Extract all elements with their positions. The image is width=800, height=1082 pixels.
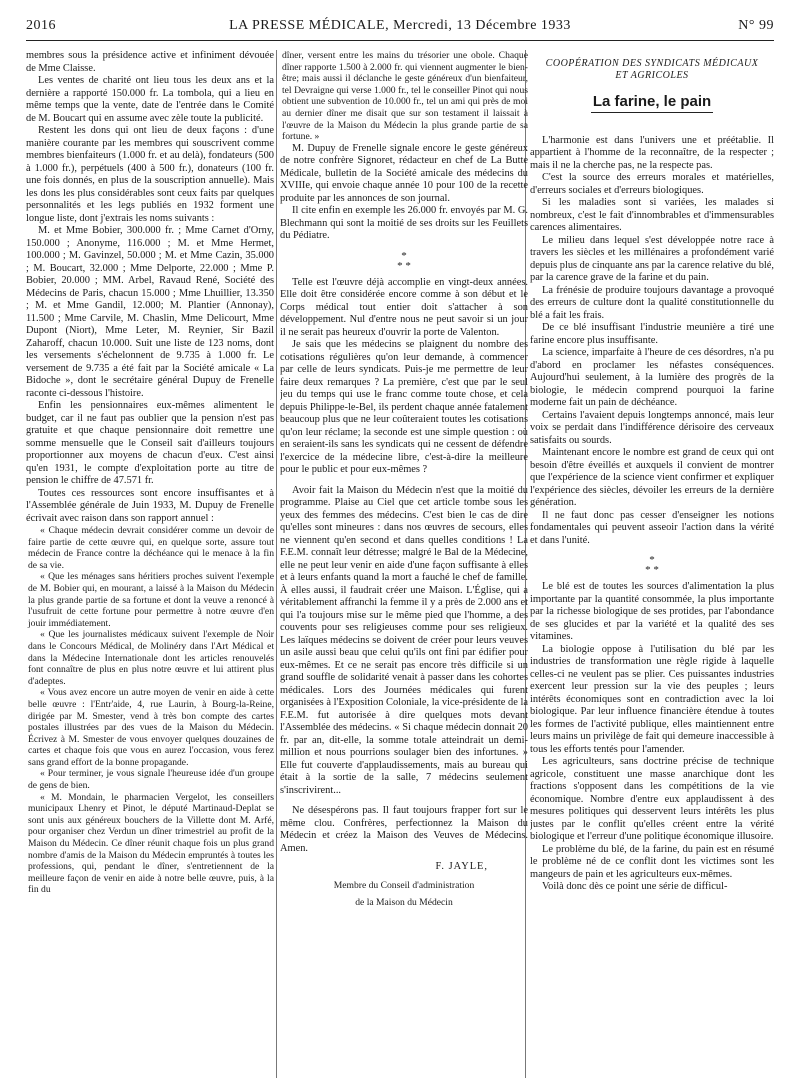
author-role-line-1: Membre du Conseil d'administration [333,879,475,891]
page-number: 2016 [26,18,56,33]
paragraph: Enfin les pensionnaires eux-mêmes alimentent le budget, car il ne faut pas oublier que la pension n'est pas gratuite et que chaque pensionnaire doit remettre une somme mensuelle que le Conseil sait d'ailleurs toujours proportionner aux moyens de chacun d'eux. C'est ainsi qu'en 1931, le compte d'exploitation porte au titre de pension le chiffre de 47.571 fr. [26,400,274,486]
paragraph: « Pour terminer, je vous signale l'heureuse idée d'un groupe de gens de bien. [28,768,274,792]
paragraph: « Vous avez encore un autre moyen de venir en aide à cette belle œuvre : l'Entr'aide, 4, rue Laurin, à Bourg-la-Reine, dirigée par M. Smester, vend à très bon compte des cartes postales illustrées par des vues de la Maison du Médecin. Écrivez à M. Smester de vous envoyer quelques douzaines de cartes et chaque fois que vous en aurez l'occasion, vous ferez sans grand effort de la bonne propagande. [28,687,274,768]
paragraph: La science, imparfaite à l'heure de ces désordres, n'a pu d'abord en proclamer les néfastes conséquences. Aujourd'hui seulement, à la lumière des progrès de la biologie, le médecin comprend pourquoi la farine moderne fait un pain de déchéance. [530,347,774,408]
column-2-part-b [280,277,528,856]
paragraph: Avoir fait la Maison du Médecin n'est que la moitié du programme. Plaise au Ciel que cet article tombe sous les yeux des femmes des médecins. C'est bien le cas de dire qu'elles sont mineures : dans nos œuvres de secours, elles ne viennent qu'en second et dans quelles conditions ! La F.E.M. connaît leur détresse; malgré le Bal de la Médecine, elle ne peut leur venir en aide d'une façon suffisante à elles et à leurs enfants quand la mort a fauché le chef de famille. À elles aussi, il faudrait créer une Maison. L'Église, qui a véritablement affranchi la femme il y a près de 2.000 ans et qui l'a toujours mise sur le même pied que l'homme, a des couvents pour ses religieuses comme pour ses religieux. Les laïques médecins se doivent de créer pour leurs veuves un asile aussi beau que celui qu'ils ont fini par édifier pour eux-mêmes. Et ce ne serait pas encore très difficile si un grand souffle de solidarité venait à passer dans les cohortes médicales. Lors des Journées médicales qui furent organisées à l'Exposition Coloniale, la vice-présidente de la F.E.M. fut autorisée à dire quelques mots devant l'Assemblée des médecins. « Si chaque médecin donnait 20 fr. par an, dit-elle, la somme totale atteindrait un demi-million et nous pourrions soulager bien des infortunes. » Elle fut couverte d'applaudissements, mais au bureau qui était à la sortie de la salle, 7 médecins seulement s'inscrivirent... [280,484,528,796]
paragraph: « M. Mondain, le pharmacien Vergelot, les conseillers municipaux Lhenry et Pinot, le député Martinaud-Deplat se sont unis aux généreux bouchers de la Villette dont M. Arfé, pour organiser chez Verdun un dîner trimestriel au profit de la Maison du Médecin. Ce dîner réunit chaque fois un plus grand nombre d'amis de la Maison du Médecin empruntés à toutes les professions, qui, pendant le dîner, s'entretiennent de la meilleure façon de venir en aide à notre belle œuvre, puis, à la fin du [28,791,274,896]
page-header [26,14,774,41]
paragraph: Le milieu dans lequel s'est développée notre race à travers les siècles et les millénaires a profondément varié depuis plus de cinquante ans par la carence relative du blé, par la carence grave de la farine et du pain. [530,234,774,283]
paragraph: Le blé est de toutes les sources d'alimentation la plus importante par la quantité consommée, la plus importante par la richesse biologique de ses protides, par l'abondance de ses glucides et par la variété et la qualité des ses vitamines. [530,581,774,642]
column-3-part-b [530,581,774,894]
paragraph: M. et Mme Bobier, 300.000 fr. ; Mme Carnet d'Orny, 150.000 ; Anonyme, 116.000 ; M. et Mme Hermet, 100.000 ; M. Gavinzel, 50.000 ; M. et Mme Cazin, 35.000 ; M. Boucart, 32.000 ; Mme Delporte, 22.000 ; Mme P. Bobier, 20.000 ; MM. Arbel, Ravaud René, Société des Médecins de Paris, chacun 15.000 ; Mme Lhuillier, 13.350 ; M. et Mme Gandil, 12.000; M. Plantier (Annonay), 11.500 ; Mme Carvile, M. Chaslin, Mme Delicourt, Mme Dupont (Niort), Mme Leter, M. Reynier, Sir Bazil Zaharoff, chacun 10.000. Suit une liste de 123 noms, dont les versements s'échelonnent de 9.735 à 1.000 fr. Le versement de 9.735 a été fait par la Société amicale « La Bidoche », dont le secrétaire général Dupuy de Frenelle raconte ci-dessous l'histoire. [26,225,274,399]
column-2 [280,50,528,1078]
paragraph: L'harmonie est dans l'univers une et préétablie. Il appartient à l'homme de la reconnaître, de la respecter ; mais il ne la cherche pas, ne la respecte pas. [530,134,774,171]
column-divider [276,50,277,1078]
paragraph: De ce blé insuffisant l'industrie meunière a tiré une farine encore plus insuffisante. [530,322,774,346]
paragraph: M. Dupuy de Frenelle signale encore le geste généreux de notre confrère Signoret, rédacteur en chef de La Butte Médicale, bulletin de la Société amicale des médecins du XVIIIe, qui envoie chaque année 10 pour 100 de la recette produite par les annonces de son journal. [280,142,528,204]
paragraph: La frénésie de produire toujours davantage a provoqué des erreurs de culture dont la qualité constitutionnelle du blé a fait les frais. [530,284,774,321]
paragraph: « Que les ménages sans héritiers proches suivent l'exemple de M. Bobier qui, en mourant, a laissé à la Maison du Médecin la plus grande partie de sa fortune et dont la veuve a renoncé à l'usufruit de cette fortune pour permettre à notre œuvre d'en jouir immédiatement. [28,571,274,629]
issue-number: N° 99 [738,18,774,33]
paragraph: Certains l'avaient depuis longtemps annoncé, mais leur voix se perdait dans l'indifférence dérisoire des cerveaux satisfaits ou sourds. [530,409,774,446]
column-3 [530,50,774,1078]
paragraph: Le problème du blé, de la farine, du pain est en résumé le problème né de ce conflit dont les victimes sont les mangeurs de pain et les agriculteurs eux-mêmes. [530,843,774,880]
paragraph: Il ne faut donc pas cesser d'enseigner les notions fondamentales qui peuvent asseoir l'action dans la vérité et dans l'unité. [530,509,774,546]
paragraph: Il cite enfin en exemple les 26.000 fr. envoyés par M. G. Blechmann qui sont la moitié de ses droits sur les Feuillets du Pédiatre. [280,205,528,242]
paragraph: Les ventes de charité ont lieu tous les deux ans et la dernière a rapporté 150.000 fr. La tombola, qui a lieu en même temps que la vente, date de l'entrée dans le Comité de M. Boucart qui en assume avec zèle toute la publicité. [26,75,274,124]
paragraph: « Que les journalistes médicaux suivent l'exemple de Noir dans le Concours Médical, de Molinéry dans l'Art Médical et dans la Médecine Internationale dont les articles renouvelés font connaître de plus en plus notre œuvre et lui attirent plus d'adeptes. [28,629,274,687]
paragraph: dîner, versent entre les mains du trésorier une obole. Chaque dîner rapporte 1.500 à 2.000 fr. qui viennent augmenter le bien-être; mais aussi il déclanche le geste généreux d'un bienfaiteur, tel Devraigne qui verse 1.000 fr., tel le conseiller Pinot qui nous obtient une subvention de 10.000 fr., tel un ami qui près de moi au dernier dîner me disait que sur son testament il laissait à l'œuvre de la Maison du Médecin la plus grande partie de sa fortune. » [282,50,528,143]
column-3-part-a [530,135,774,548]
paragraph: Si les maladies sont si variées, les malades si nombreux, c'est le fait d'innombrables et d'immensurables carences alimentaires. [530,197,774,233]
article-title: La farine, le pain [530,96,774,109]
section-stars: * * * [397,249,411,272]
paragraph: membres sous la présidence active et infiniment dévouée de Mme Claisse. [26,50,274,74]
column-1 [26,50,274,1078]
paragraph: La biologie oppose à l'utilisation du blé par les industries de transformation une règle rigide à laquelle celles-ci ne veulent pas se plier. Ces puissantes industries exercent leur pression sur la vie des peuples ; leurs intérêts économiques sont en contradiction avec la loi biologique. Par leur influence financière étendue à toutes les formes de l'activité publique, elles maintiennent entre leurs mains un privilège de fait qui demeure inaccessible à tous les efforts tentés pour l'amender. [530,643,774,755]
section-kicker: COOPÉRATION DES SYNDICATS MÉDICAUX ET AGRICOLES [545,58,759,81]
section-stars: * * * [645,554,659,576]
paragraph: C'est la source des erreurs morales et matérielles, d'erreurs sociales et d'erreurs biologiques. [530,172,774,196]
paragraph: Voilà donc dès ce point une série de difficul- [542,881,728,892]
paragraph: Maintenant encore le nombre est grand de ceux qui ont besoin d'être éveillés et auxquels il convient de montrer que l'expérience de la science vient confirmer et expliquer l'expérience des siècles, dévoiler les erreurs de la dernière génération. [530,447,774,508]
paragraph: Ne désespérons pas. Il faut toujours frapper fort sur le même clou. Confrères, perfectionnez la Maison du Médecin et créez la Maison des Veuves de Médecins. Amen. [280,805,528,854]
author-signature: F. JAYLE, [435,861,488,873]
author-role-line-2: de la Maison du Médecin [355,896,453,908]
paragraph: Toutes ces ressources sont encore insuffisantes et à l'Assemblée générale de Juin 1933, M. Dupuy de Frenelle écrivait avec raison dans son rapport annuel : [26,487,274,524]
paragraph: Les agriculteurs, sans doctrine précise de technique agricole, constituent une masse anarchique dont les fractions s'opposent dans les compétitions de la vie économique. Nombre d'entre eux applaudissent à des mesures politiques qui desservent leurs intérêts les plus justes par le conflit qu'elles créent entre la vérité biologique et l'erreur d'une politique économique illusoire. [530,756,774,842]
paragraph: Telle est l'œuvre déjà accomplie en vingt-deux années. Elle doit être considérée encore comme à son début et le Corps médical tout entier doit s'attacher à son développement. Nul d'entre nous ne peut savoir si un jour il ne serait pas heureux d'ouvrir la porte de Valenton. [280,276,528,338]
paragraph: « Chaque médecin devrait considérer comme un devoir de faire partie de cette œuvre qui, en quelque sorte, assure tout médecin de France contre la déchéance qui le menace à la fin de sa vie. [28,525,274,571]
journal-title: LA PRESSE MÉDICALE, Mercredi, 13 Décembre 1933 [229,18,571,33]
column-2-part-a [280,50,528,243]
paragraph: Restent les dons qui ont lieu de deux façons : d'une manière courante par les membres qui souscrivent comme membres bienfaiteurs (1.000 fr. et au delà), fondateurs (500 à 1.000 fr.), perpétuels (400 à 500 fr.), donateurs (100 fr. une fois donnés, en plus de la souscription annuelle). Mais les dons les plus considérables sont ceux faits par quelques personnalités et les legs publiés en 1932 forment une longue liste, dont j'extrais les noms suivants : [26,125,274,224]
paragraph: Je sais que les médecins se plaignent du nombre des cotisations régulières qu'on leur demande, à commencer par celle de leurs syndicats. Puis-je me permettre de leur faire deux remarques ? La première, c'est que par le seul jeu du temps qui use le franc comme toute chose, et cela depuis Philippe-le-Bel, ils perdent chaque année fatalement beaucoup plus que ne leur coûteraient toutes les cotisations qu'on leur réclame; la seconde est une simple question : où en seraient-ils sans les syndicats qui ne cessent de défendre l'exercice de la médecine libre, c'est-à-dire la meilleure pour le public et pour eux-mêmes ? [280,339,528,476]
